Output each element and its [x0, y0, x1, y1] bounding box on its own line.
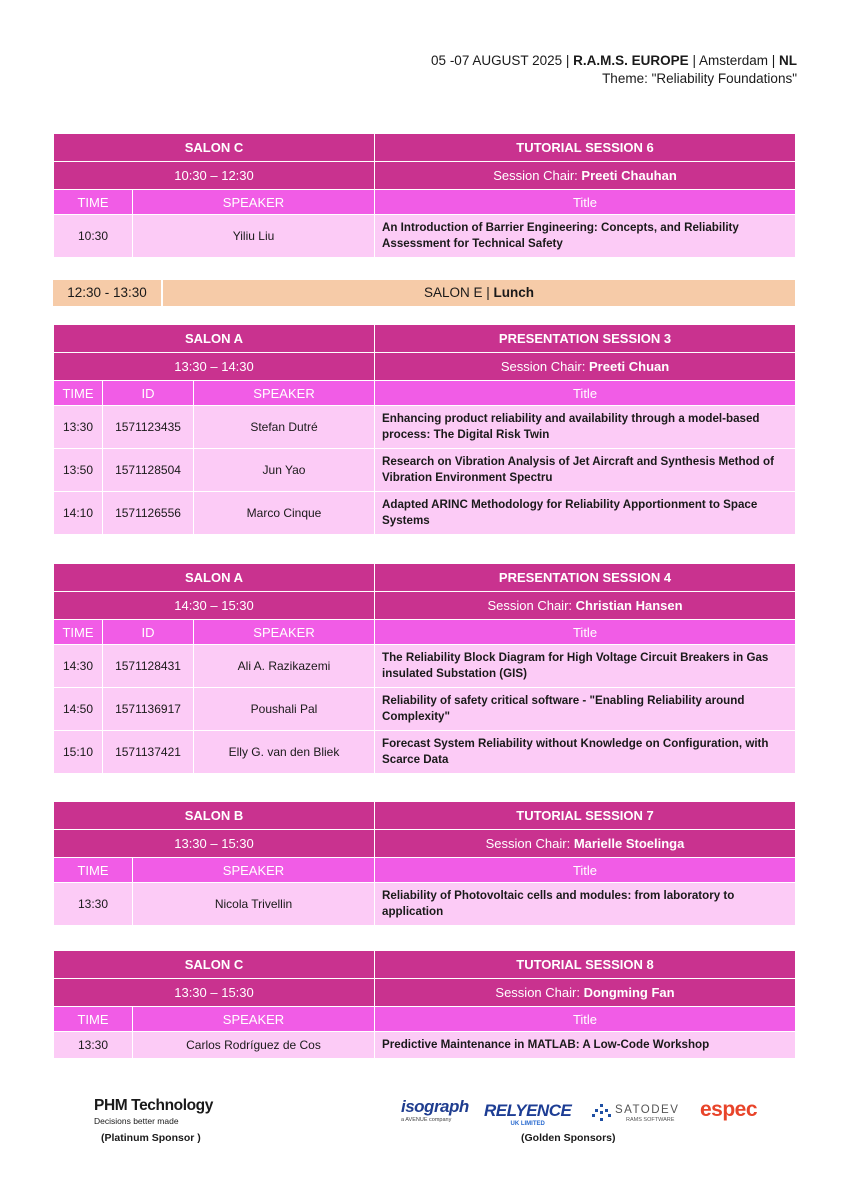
row-speaker: Nicola Trivellin	[133, 883, 375, 926]
session-name: PRESENTATION SESSION 3	[375, 325, 796, 353]
col-speaker: SPEAKER	[133, 190, 375, 215]
row-speaker: Yiliu Liu	[133, 215, 375, 258]
session-time-row	[54, 979, 796, 1007]
row-title: Reliability of safety critical software - "Enabling Reliability around Complexity"	[375, 688, 796, 731]
row-id: 1571126556	[103, 492, 194, 535]
golden-caption: (Golden Sponsors)	[521, 1132, 616, 1144]
col-title: Title	[375, 381, 796, 406]
row-id: 1571136917	[103, 688, 194, 731]
theme-line: Theme: "Reliability Foundations"	[602, 71, 797, 86]
satodev-name: SATODEV	[615, 1104, 680, 1116]
col-title: Title	[375, 1007, 796, 1032]
session-table	[53, 801, 796, 926]
room-name: SALON C	[54, 134, 375, 162]
table-row	[54, 731, 796, 774]
isograph-logo	[401, 1097, 469, 1123]
row-speaker: Elly G. van den Bliek	[194, 731, 375, 774]
row-time: 13:30	[54, 883, 133, 926]
row-title: The Reliability Block Diagram for High Voltage Circuit Breakers in Gas insulated Substation (GIS)	[375, 645, 796, 688]
row-speaker: Poushali Pal	[194, 688, 375, 731]
col-title: Title	[375, 620, 796, 645]
row-speaker: Ali A. Razikazemi	[194, 645, 375, 688]
satodev-sub: RAMS SOFTWARE	[626, 1117, 675, 1123]
session-header-row	[54, 325, 796, 353]
column-header-row	[54, 620, 796, 645]
session-time: 13:30 – 15:30	[54, 979, 375, 1007]
room-name: SALON A	[54, 325, 375, 353]
relyence-sub: UK LIMITED	[510, 1121, 545, 1127]
col-speaker: SPEAKER	[133, 1007, 375, 1032]
row-title: Reliability of Photovoltaic cells and modules: from laboratory to application	[375, 883, 796, 926]
row-id: 1571123435	[103, 406, 194, 449]
session-table	[53, 563, 796, 774]
session-name: TUTORIAL SESSION 6	[375, 134, 796, 162]
row-time: 14:30	[54, 645, 103, 688]
platinum-caption: (Platinum Sponsor )	[101, 1132, 201, 1144]
row-speaker: Carlos Rodríguez de Cos	[133, 1032, 375, 1059]
row-time: 14:10	[54, 492, 103, 535]
table-row	[54, 688, 796, 731]
phm-name: PHM Technology	[94, 1097, 213, 1114]
column-header-row	[54, 381, 796, 406]
row-title: Forecast System Reliability without Knowledge on Configuration, with Scarce Data	[375, 731, 796, 774]
col-title: Title	[375, 190, 796, 215]
session-time-row	[54, 830, 796, 858]
room-name: SALON B	[54, 802, 375, 830]
relyence-name: RELYENCE	[484, 1101, 572, 1120]
relyence-logo	[484, 1101, 571, 1127]
row-id: 1571128504	[103, 449, 194, 492]
col-time: TIME	[54, 620, 103, 645]
column-header-row	[54, 1007, 796, 1032]
session-table	[53, 950, 796, 1059]
col-speaker: SPEAKER	[194, 381, 375, 406]
session-table	[53, 133, 796, 258]
col-speaker: SPEAKER	[194, 620, 375, 645]
session-header-row	[54, 564, 796, 592]
isograph-sub: a AVENUE company	[401, 1117, 452, 1123]
row-title: Predictive Maintenance in MATLAB: A Low-Code Workshop	[375, 1032, 796, 1059]
session-name: TUTORIAL SESSION 7	[375, 802, 796, 830]
row-time: 14:50	[54, 688, 103, 731]
session-header-row	[54, 951, 796, 979]
col-speaker: SPEAKER	[133, 858, 375, 883]
col-time: TIME	[54, 858, 133, 883]
table-row	[54, 449, 796, 492]
session-name: PRESENTATION SESSION 4	[375, 564, 796, 592]
phm-technology-logo	[94, 1097, 213, 1126]
session-time-row	[54, 353, 796, 381]
table-row	[54, 406, 796, 449]
column-header-row	[54, 190, 796, 215]
session-chair: Session Chair: Marielle Stoelinga	[375, 830, 796, 858]
row-speaker: Jun Yao	[194, 449, 375, 492]
espec-logo: espec	[700, 1098, 758, 1121]
isograph-name: isograph	[401, 1097, 469, 1116]
session-time: 14:30 – 15:30	[54, 592, 375, 620]
table-row	[54, 215, 796, 258]
satodev-mark-icon	[592, 1104, 612, 1122]
row-speaker: Marco Cinque	[194, 492, 375, 535]
session-chair: Session Chair: Christian Hansen	[375, 592, 796, 620]
row-time: 13:30	[54, 406, 103, 449]
col-id: ID	[103, 620, 194, 645]
sponsors	[0, 1095, 848, 1155]
table-row	[54, 645, 796, 688]
table-row	[54, 1032, 796, 1059]
session-chair: Session Chair: Preeti Chuan	[375, 353, 796, 381]
row-time: 13:50	[54, 449, 103, 492]
room-name: SALON A	[54, 564, 375, 592]
row-time: 10:30	[54, 215, 133, 258]
col-time: TIME	[54, 190, 133, 215]
session-header-row	[54, 802, 796, 830]
row-speaker: Stefan Dutré	[194, 406, 375, 449]
col-id: ID	[103, 381, 194, 406]
row-id: 1571128431	[103, 645, 194, 688]
row-time: 15:10	[54, 731, 103, 774]
table-row	[54, 492, 796, 535]
room-name: SALON C	[54, 951, 375, 979]
column-header-row	[54, 858, 796, 883]
col-time: TIME	[54, 1007, 133, 1032]
row-id: 1571137421	[103, 731, 194, 774]
page-header	[431, 52, 797, 88]
session-time: 13:30 – 14:30	[54, 353, 375, 381]
phm-tagline: Decisions better made	[94, 1116, 179, 1126]
session-chair: Session Chair: Preeti Chauhan	[375, 162, 796, 190]
row-time: 13:30	[54, 1032, 133, 1059]
session-header-row	[54, 134, 796, 162]
row-title: An Introduction of Barrier Engineering: Concepts, and Reliability Assessment for Technical Safety	[375, 215, 796, 258]
lunch-time: 12:30 - 13:30	[53, 280, 163, 306]
session-chair: Session Chair: Dongming Fan	[375, 979, 796, 1007]
session-time-row	[54, 162, 796, 190]
lunch-room: SALON E | Lunch	[423, 285, 535, 300]
lunch-bar	[53, 280, 795, 306]
event-line: 05 -07 AUGUST 2025 | R.A.M.S. EUROPE | Amsterdam | NL	[431, 53, 797, 68]
session-table	[53, 324, 796, 535]
session-time-row	[54, 592, 796, 620]
session-time: 10:30 – 12:30	[54, 162, 375, 190]
col-time: TIME	[54, 381, 103, 406]
session-name: TUTORIAL SESSION 8	[375, 951, 796, 979]
row-title: Adapted ARINC Methodology for Reliability Apportionment to Space Systems	[375, 492, 796, 535]
row-title: Research on Vibration Analysis of Jet Aircraft and Synthesis Method of Vibration Environment Spectru	[375, 449, 796, 492]
table-row	[54, 883, 796, 926]
session-time: 13:30 – 15:30	[54, 830, 375, 858]
row-title: Enhancing product reliability and availability through a model-based process: The Digital Risk Twin	[375, 406, 796, 449]
col-title: Title	[375, 858, 796, 883]
